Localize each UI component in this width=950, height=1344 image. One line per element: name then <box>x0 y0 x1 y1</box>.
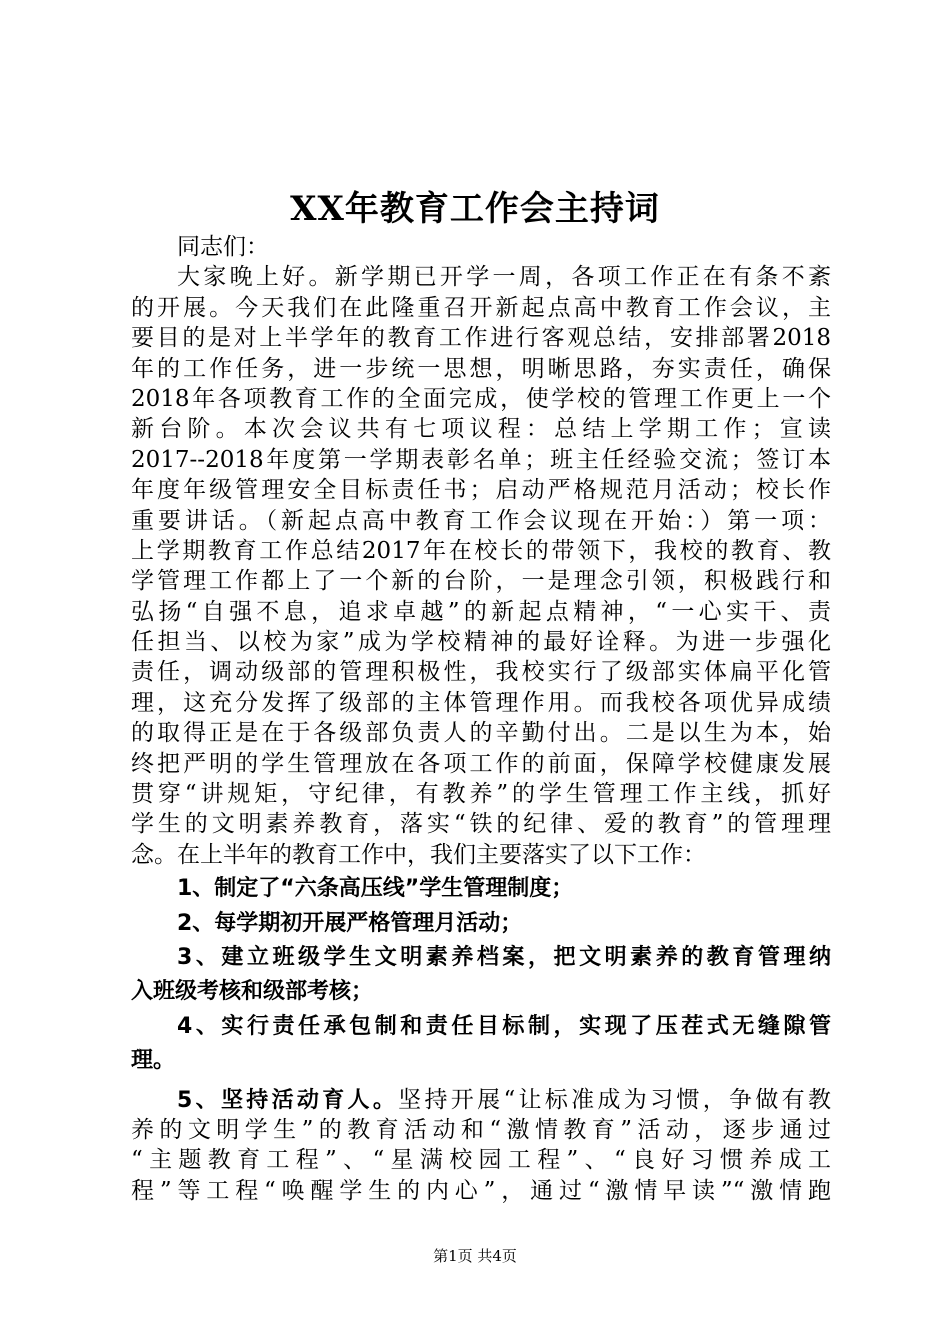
page-footer: 第1页 共4页 <box>433 1247 517 1265</box>
text-line: 学管理工作都上了一个新的台阶，一是理念引领，积极践行和 <box>131 568 831 595</box>
text-line: 要目的是对上半学年的教育工作进行客观总结，安排部署2018 <box>131 325 831 352</box>
text-line: 2017--2018年度第一学期表彰名单；班主任经验交流；签订本 <box>131 446 831 473</box>
list-item: 2、每学期初开展严格管理月活动； <box>177 910 523 936</box>
text-line: 养的文明学生”的教育活动和“激情教育”活动，逐步通过 <box>131 1116 831 1143</box>
text-line: 学生的文明素养教育，落实“铁的纪律、爱的教育”的管理理 <box>131 811 831 838</box>
text-line: 2018年各项教育工作的全面完成，使学校的管理工作更上一个 <box>131 385 831 412</box>
document-body <box>131 232 831 1206</box>
text-line: 理，这充分发挥了级部的主体管理作用。而我校各项优异成绩 <box>131 689 831 716</box>
list-item: 4、实行责任承包制和责任目标制，实现了压茬式无缝隙管 <box>177 1013 831 1039</box>
text-line: 的取得正是在于各级部负责人的辛勤付出。二是以生为本，始 <box>131 720 831 747</box>
text-line: 责任，调动级部的管理积极性，我校实行了级部实体扁平化管 <box>131 659 831 686</box>
list-item: 3、建立班级学生文明素养档案，把文明素养的教育管理纳 <box>177 944 831 970</box>
text-line: 弘扬“自强不息，追求卓越”的新起点精神，“一心实干、责 <box>131 598 831 625</box>
page-title: XX年教育工作会主持词 <box>290 189 660 229</box>
text-line: 新台阶。本次会议共有七项议程：总结上学期工作；宣读 <box>131 416 831 443</box>
text-line: 年的工作任务，进一步统一思想，明晰思路，夯实责任，确保 <box>131 355 831 382</box>
list-item: 1、制定了“六条高压线”学生管理制度； <box>177 876 574 902</box>
list-item-heading: 5、坚持活动育人。 <box>177 1087 399 1113</box>
salutation-line: 同志们： <box>177 234 269 260</box>
list-item-text: 坚持开展“让标准成为习惯，争做有教 <box>398 1086 832 1113</box>
text-line: 程”等工程“唤醒学生的内心”，通过“激情早读”“激情跑 <box>131 1177 831 1204</box>
text-line: 贯穿“讲规矩，守纪律，有教养”的学生管理工作主线，抓好 <box>131 781 831 808</box>
text-line: 重要讲话。（新起点高中教育工作会议现在开始：）第一项： <box>131 507 831 534</box>
text-line: 任担当、以校为家”成为学校精神的最好诠释。为进一步强化 <box>131 629 831 656</box>
text-line: 上学期教育工作总结2017年在校长的带领下，我校的教育、教 <box>131 537 831 564</box>
text-line: 的开展。今天我们在此隆重召开新起点高中教育工作会议，主 <box>131 294 831 321</box>
text-line: 念。在上半年的教育工作中，我们主要落实了以下工作： <box>131 841 706 868</box>
text-line: 终把严明的学生管理放在各项工作的前面，保障学校健康发展 <box>131 750 831 777</box>
list-item-continuation: 入班级考核和级部考核； <box>131 979 374 1005</box>
text-line: 大家晚上好。新学期已开学一周，各项工作正在有条不紊 <box>177 264 831 291</box>
text-line: “主题教育工程”、“星满校园工程”、“良好习惯养成工 <box>131 1147 831 1174</box>
list-item-continuation: 理。 <box>131 1048 176 1074</box>
text-line: 年度年级管理安全目标责任书；启动严格规范月活动；校长作 <box>131 477 831 504</box>
list-item <box>131 1085 831 1115</box>
